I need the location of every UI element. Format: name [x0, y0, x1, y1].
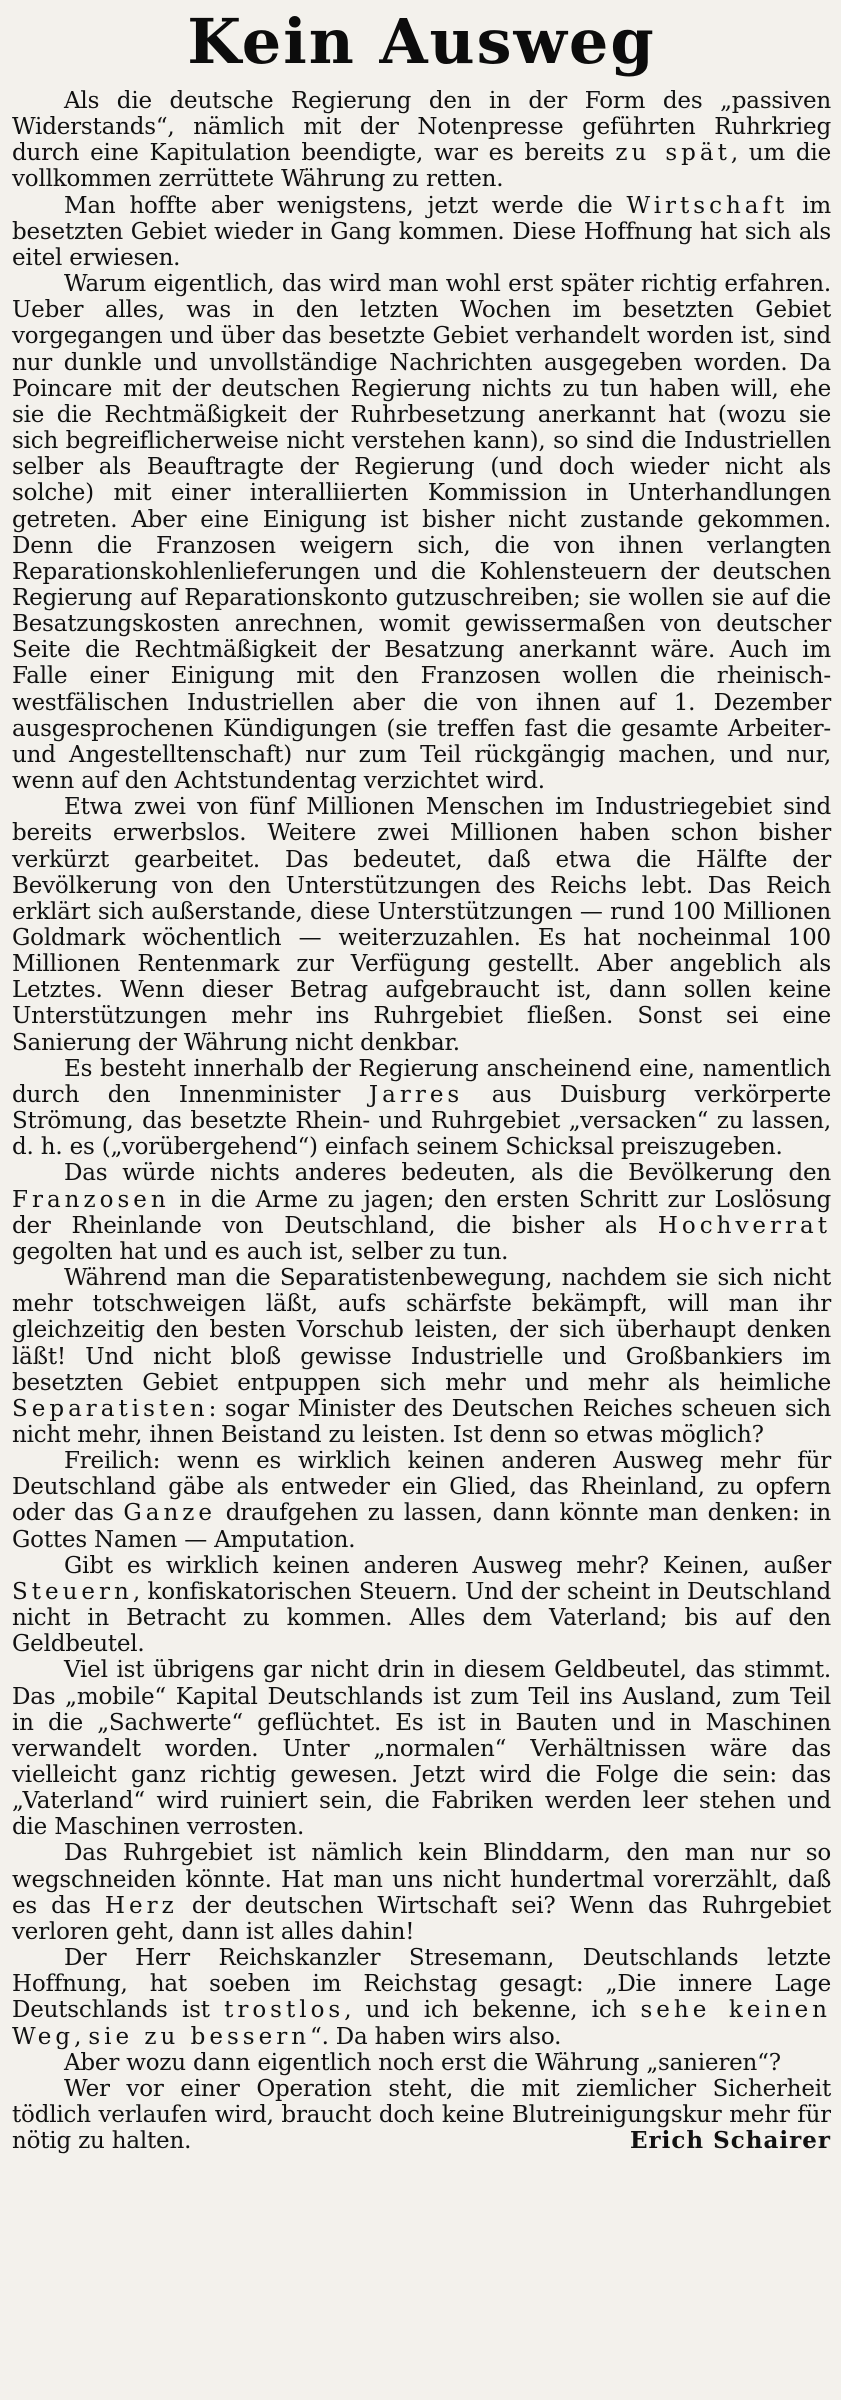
paragraph-text: Wer vor einer Operation steht, die mit ziemlicher Sicherheit tödlich verlaufen wird, braucht doch keine Blutreinigungskur mehr für nötig zu halten. — [12, 2075, 831, 2155]
paragraph-text: Etwa zwei von fünf Millionen Menschen im Industriegebiet sind bereits erwerbslos. Weitere zwei Millionen haben schon bisher verkürzt gearbeitet. Das bedeutet, daß etwa die Hälfte der Bevölkerung von den Unterstützungen des Reichs lebt. Das Reich erklärt sich außerstande, diese Unterstützungen — rund 100 Millionen Goldmark wöchentlich — weiterzuzahlen. Es hat nocheinmal 100 Millionen Rentenmark zur Verfügung gestellt. Aber angeblich als Letztes. Wenn dieser Betrag aufgebraucht ist, dann sollen keine Unterstützungen mehr ins Ruhrgebiet fließen. Sonst sei eine Sanierung der Währung nicht denkbar. — [12, 794, 831, 1056]
article-paragraph — [12, 1265, 831, 1448]
article-paragraph — [12, 1448, 831, 1553]
paragraph-text: Als die deutsche Regierung den in der Form des „passiven Widerstands“, nämlich mit der Notenpresse geführten Ruhrkrieg durch eine Kapitulation beendigte, war es bereits — [12, 88, 831, 167]
emphasized-text: zu spät — [615, 140, 731, 167]
emphasized-text: Hochverrat — [657, 1212, 831, 1239]
article-paragraph — [12, 1657, 831, 1840]
paragraph-text: : sogar Minister des Deutschen Reiches scheuen sich nicht mehr, ihnen Beistand zu leisten. Ist denn so etwas möglich? — [12, 1395, 831, 1448]
article-paragraph — [12, 1056, 831, 1161]
article-paragraph — [12, 2050, 831, 2076]
paragraph-text: der deutschen Wirtschaft sei? Wenn das Ruhrgebiet verloren geht, dann ist alles dahin! — [12, 1892, 831, 1945]
article-paragraph — [12, 1945, 831, 2050]
emphasized-text: Separatisten — [12, 1395, 209, 1422]
emphasized-text: Ganze — [123, 1500, 217, 1527]
paragraph-text: Der Herr Reichskanzler Stresemann, Deutschlands letzte Hoffnung, hat soeben im Reichstag gesagt: „Die innere Lage Deutschlands ist — [12, 1945, 831, 2024]
headline: Kein Ausweg — [187, 5, 656, 78]
paragraph-text: “. Da haben wirs also. — [310, 2023, 562, 2050]
paragraph-text: im besetzten Gebiet wieder in Gang kommen. Diese Hoffnung hat sich als eitel erwiesen. — [12, 192, 831, 271]
emphasized-text: Franzosen — [12, 1186, 170, 1213]
article-body — [12, 88, 831, 2154]
emphasized-text: Wirtschaft — [626, 192, 789, 219]
emphasized-text: sie zu bessern — [88, 2023, 311, 2050]
emphasized-text: Herz — [104, 1892, 178, 1919]
article-paragraph — [12, 193, 831, 271]
paragraph-text: aus Duisburg verkörperte Strömung, das besetzte Rhein- und Ruhrgebiet „versacken“ zu lassen, d. h. es („vorübergehend“) einfach seinem Schicksal preiszugeben. — [12, 1081, 831, 1161]
paragraph-text: , um die vollkommen zerrüttete Währung zu retten. — [12, 140, 831, 193]
paragraph-text: Man hoffte aber wenigstens, jetzt werde die — [64, 192, 627, 219]
emphasized-text: trostlos — [224, 1997, 345, 2024]
article-paragraph — [12, 271, 831, 794]
paragraph-text: , und ich bekenne, ich — [344, 1997, 641, 2024]
paragraph-text: , konfiskatorischen Steuern. Und der scheint in Deutschland nicht in Betracht zu kommen. Alles dem Vaterland; bis auf den Geldbeutel. — [12, 1578, 831, 1658]
paragraph-text: Freilich: wenn es wirklich keinen anderen Ausweg mehr für Deutschland gäbe als entweder ein Glied, das Rheinland, zu opfern oder das — [12, 1448, 831, 1527]
paragraph-text: draufgehen zu lassen, dann könnte man denken: in Gottes Namen — Amputation. — [12, 1500, 831, 1553]
article-paragraph — [12, 88, 831, 193]
paragraph-text: Das Ruhrgebiet ist nämlich kein Blinddarm, den man nur so wegschneiden könnte. Hat man uns nicht hundertmal vorerzählt, daß es das — [12, 1840, 831, 1919]
paragraph-text: Während man die Separatistenbewegung, nachdem sie sich nicht mehr totschweigen läßt, aufs schärfste bekämpft, will man ihr gleichzeitig den besten Vorschub leisten, der sich überhaupt denken läßt! Und nicht bloß gewisse Industrielle und Großbankiers im besetzten Gebiet entpuppen sich mehr und mehr als heimliche — [12, 1265, 831, 1396]
author-signature: Erich Schairer — [630, 2127, 831, 2155]
paragraph-text: gegolten hat und es auch ist, selber zu tun. — [12, 1238, 509, 1265]
paragraph-text: in die Arme zu jagen; den ersten Schritt zur Loslösung der Rheinlande von Deutschland, die bisher als — [12, 1186, 831, 1239]
paragraph-text: Warum eigentlich, das wird man wohl erst später richtig erfahren. Ueber alles, was in den letzten Wochen im besetzten Gebiet vorgegangen und über das besetzte Gebiet verhandelt worden ist, sind nur dunkle und unvollständige Nachrichten ausgegeben worden. Da Poincare mit der deutschen Regierung nichts zu tun haben will, ehe sie die Rechtmäßigkeit der Ruhrbesetzung anerkannt hat (wozu sie sich begreiflicherweise nicht verstehen kann), so sind die Industriellen selber als Beauftragte der Regierung (und doch wieder nicht als solche) mit einer interalliierten Kommission in Unterhandlungen getreten. Aber eine Einigung ist bisher nicht zustande gekommen. Denn die Franzosen weigern sich, die von ihnen verlangten Reparationskohlenlieferungen und die Kohlensteuern der deutschen Regierung auf Reparationskonto gutzuschreiben; sie wollen sie auf die Besatzungskosten anrechnen, womit gewissermaßen von deutscher Seite die Rechtmäßigkeit der Besatzung anerkannt wäre. Auch im Falle einer Einigung mit den Franzosen wollen die rheinisch-westfälischen Industriellen aber die von ihnen auf 1. Dezember ausgesprochenen Kündigungen (sie treffen fast die gesamte Arbeiter- und Angestelltenschaft) nur zum Teil rückgängig machen, und nur, wenn auf den Achtstundentag verzichtet wird. — [12, 271, 831, 795]
article-paragraph — [12, 1553, 831, 1658]
paragraph-text: Das würde nichts anderes bedeuten, als die Bevölkerung den — [64, 1160, 831, 1187]
paragraph-text: Viel ist übrigens gar nicht drin in diesem Geldbeutel, das stimmt. Das „mobile“ Kapital Deutschlands ist zum Teil ins Ausland, zum Teil in die „Sachwerte“ geflüchtet. Es ist in Bauten und in Maschinen verwandelt worden. Unter „normalen“ Verhältnissen wäre das vielleicht ganz richtig gewesen. Jetzt wird die Folge die sein: das „Vaterland“ wird ruiniert sein, die Fabriken werden leer stehen und die Maschinen verrosten. — [12, 1657, 831, 1841]
paragraph-text: Es besteht innerhalb der Regierung anscheinend eine, namentlich durch den Innenminister — [12, 1055, 831, 1108]
paragraph-text: , — [74, 2023, 89, 2050]
article-paragraph — [12, 2076, 831, 2154]
article-paragraph — [12, 1160, 831, 1265]
article-paragraph — [12, 794, 831, 1056]
emphasized-text: Jarres — [368, 1081, 464, 1108]
emphasized-text: Steuern — [12, 1578, 133, 1605]
paragraph-text: Gibt es wirklich keinen anderen Ausweg mehr? Keinen, außer — [64, 1552, 831, 1579]
paragraph-text: Aber wozu dann eigentlich noch erst die Währung „sanieren“? — [64, 2049, 781, 2076]
emphasized-text: sehe keinen Weg — [12, 1997, 831, 2050]
article-paragraph — [12, 1840, 831, 1945]
